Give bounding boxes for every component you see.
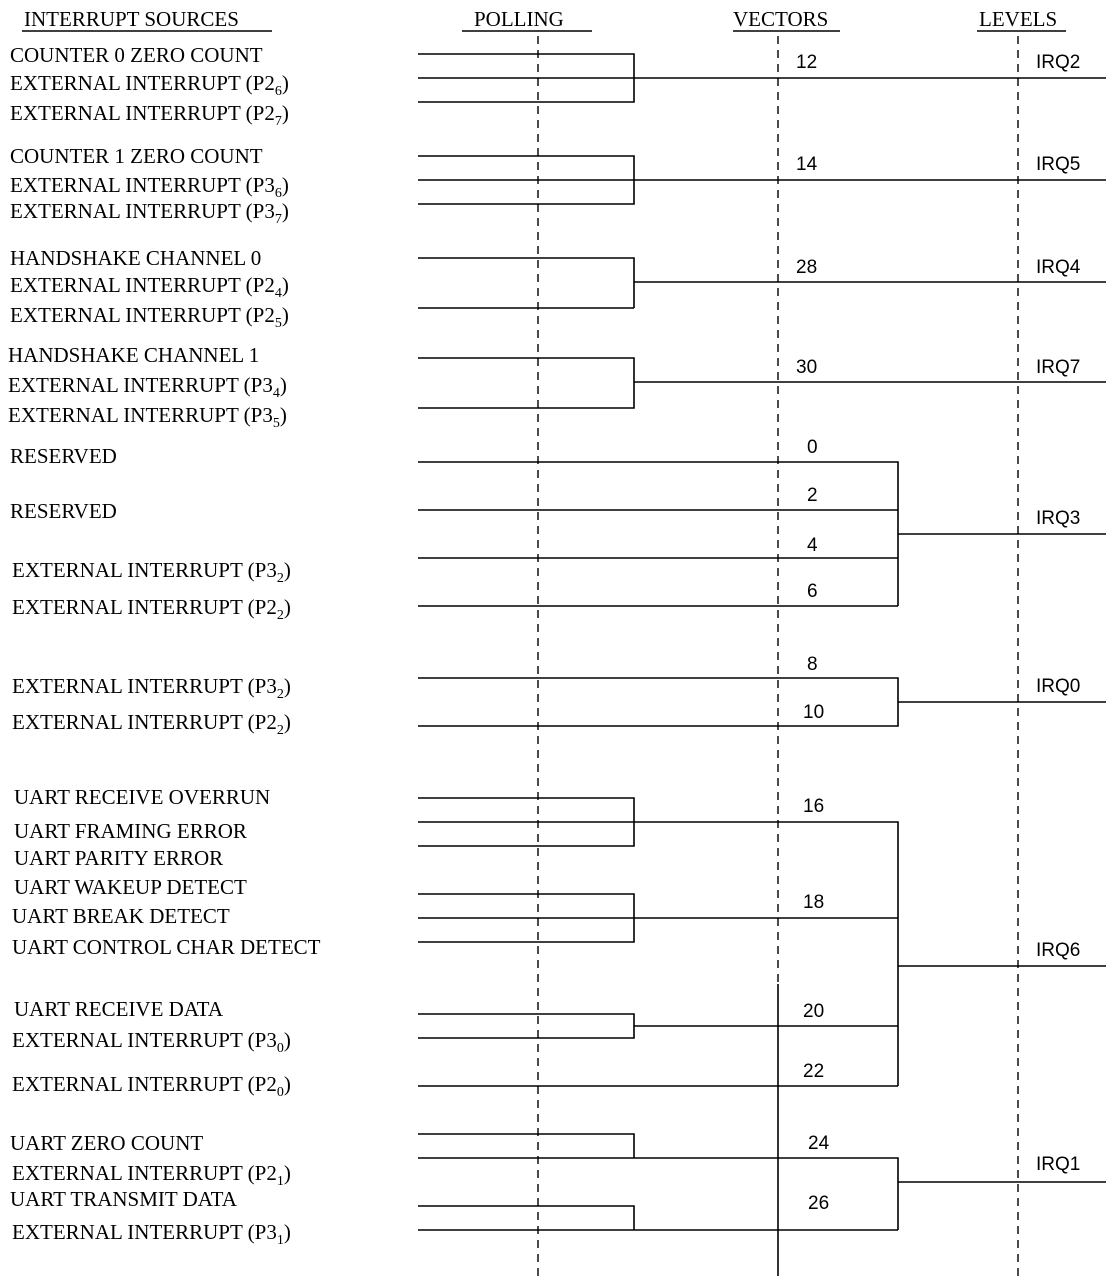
level-label: IRQ0	[1036, 676, 1081, 697]
interrupt-source-label: UART FRAMING ERROR	[14, 819, 247, 843]
vector-label: 10	[803, 702, 825, 723]
header-sources: INTERRUPT SOURCES	[24, 7, 239, 31]
vector-label: 16	[803, 796, 825, 817]
interrupt-source-label: EXTERNAL INTERRUPT $(P3_7)$	[10, 199, 289, 227]
interrupt-source-label: EXTERNAL INTERRUPT $(P3_4)$	[8, 373, 287, 401]
wire-group-irq3	[418, 462, 1106, 606]
vector-label: 22	[803, 1061, 825, 1082]
interrupt-source-label: EXTERNAL INTERRUPT $(P3_2)$	[12, 674, 291, 702]
vector-label: 26	[808, 1193, 830, 1214]
interrupt-source-label: RESERVED	[10, 499, 117, 523]
header-polling: POLLING	[474, 7, 564, 31]
interrupt-source-label: COUNTER 1 ZERO COUNT	[10, 144, 263, 168]
interrupt-source-label: HANDSHAKE CHANNEL 0	[10, 246, 262, 270]
interrupt-source-label: EXTERNAL INTERRUPT $(P2_6)$	[10, 71, 289, 99]
interrupt-source-label: EXTERNAL INTERRUPT $(P3_2)$	[12, 558, 291, 586]
vector-label: 20	[803, 1001, 825, 1022]
level-labels	[1036, 52, 1081, 1175]
interrupt-source-label: COUNTER 0 ZERO COUNT	[10, 43, 263, 67]
wire-group-irq7	[418, 358, 1106, 408]
vector-label: 6	[807, 581, 818, 602]
interrupt-source-label: EXTERNAL INTERRUPT $(P2_5)$	[10, 303, 289, 331]
wire-group-irq2	[418, 54, 1106, 102]
interrupt-source-label: UART RECEIVE DATA	[14, 997, 223, 1021]
interrupt-source-label: UART RECEIVE OVERRUN	[14, 785, 271, 809]
vector-label: 28	[796, 257, 818, 278]
interrupt-source-label: EXTERNAL INTERRUPT $(P2_0)$	[12, 1072, 291, 1100]
vector-label: 4	[807, 535, 818, 556]
vector-label: 24	[808, 1133, 830, 1154]
interrupt-source-label: EXTERNAL INTERRUPT $(P3_6)$	[10, 173, 289, 201]
wire-group-irq1	[418, 1134, 1106, 1230]
interrupt-source-label: EXTERNAL INTERRUPT $(P2_2)$	[12, 595, 291, 623]
level-label: IRQ7	[1036, 357, 1081, 378]
level-label: IRQ3	[1036, 508, 1081, 529]
header-levels: LEVELS	[979, 7, 1058, 31]
wiring	[418, 54, 1106, 1230]
interrupt-source-label: UART PARITY ERROR	[14, 846, 224, 870]
interrupt-source-label: RESERVED	[10, 444, 117, 468]
level-label: IRQ2	[1036, 52, 1081, 73]
source-labels	[8, 43, 321, 1248]
interrupt-source-label: EXTERNAL INTERRUPT $(P2_7)$	[10, 101, 289, 129]
interrupt-source-label: UART CONTROL CHAR DETECT	[12, 935, 321, 959]
wire-group-irq4	[418, 258, 1106, 308]
level-label: IRQ6	[1036, 940, 1081, 961]
vector-label: 30	[796, 357, 818, 378]
interrupt-source-label: EXTERNAL INTERRUPT $(P3_1)$	[12, 1220, 291, 1248]
interrupt-source-label: HANDSHAKE CHANNEL 1	[8, 343, 260, 367]
vector-label: 14	[796, 154, 818, 175]
interrupt-source-label: UART BREAK DETECT	[12, 904, 230, 928]
interrupt-source-label: EXTERNAL INTERRUPT $(P2_4)$	[10, 273, 289, 301]
header-vectors: VECTORS	[733, 7, 829, 31]
vector-label: 0	[807, 437, 818, 458]
level-label: IRQ4	[1036, 257, 1081, 278]
interrupt-source-label: UART WAKEUP DETECT	[14, 875, 247, 899]
interrupt-source-label: EXTERNAL INTERRUPT $(P2_1)$	[12, 1161, 291, 1189]
interrupt-source-label: EXTERNAL INTERRUPT $(P3_0)$	[12, 1028, 291, 1056]
vector-label: 12	[796, 52, 818, 73]
interrupt-source-label: UART TRANSMIT DATA	[10, 1187, 237, 1211]
wire-group-irq0	[418, 678, 1106, 726]
interrupt-source-label: EXTERNAL INTERRUPT $(P2_2)$	[12, 710, 291, 738]
vector-label: 8	[807, 654, 818, 675]
level-label: IRQ1	[1036, 1154, 1081, 1175]
wire-group-irq6	[418, 798, 1106, 1086]
vector-label: 18	[803, 892, 825, 913]
column-headers	[22, 7, 1066, 31]
wire-group-irq5	[418, 156, 1106, 204]
level-label: IRQ5	[1036, 154, 1081, 175]
vector-label: 2	[807, 485, 818, 506]
vector-labels	[796, 52, 830, 1214]
interrupt-source-label: UART ZERO COUNT	[10, 1131, 204, 1155]
interrupt-source-label: EXTERNAL INTERRUPT $(P3_5)$	[8, 403, 287, 431]
column-guides	[538, 36, 1018, 1276]
